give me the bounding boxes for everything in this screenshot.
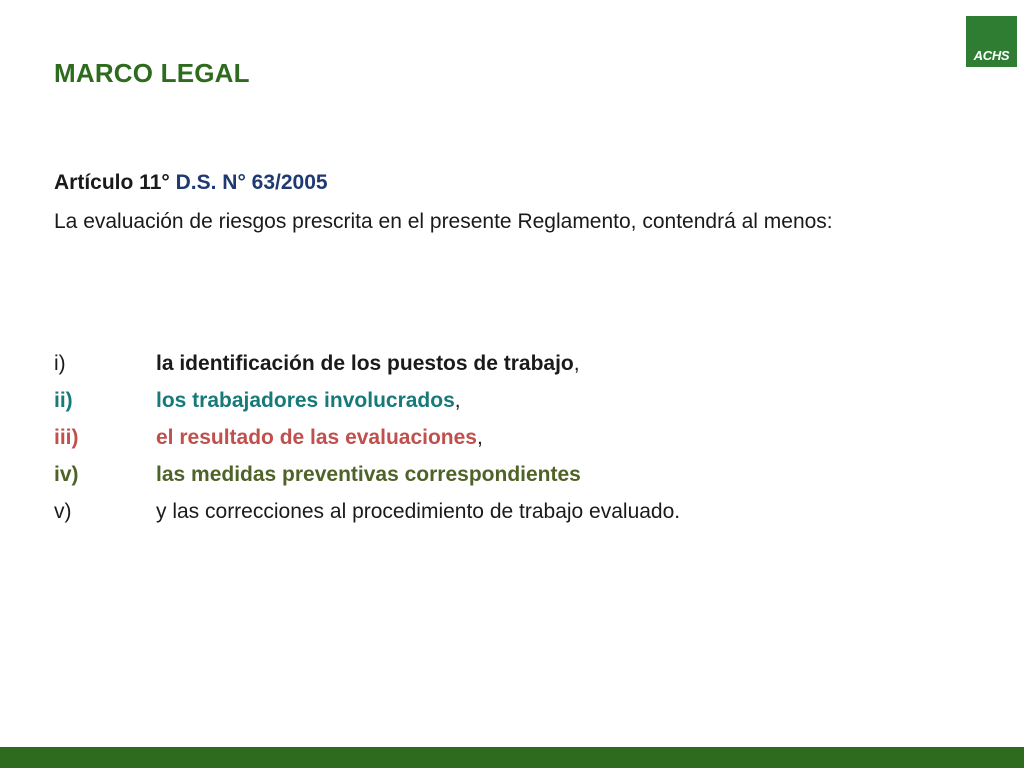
- item-marker: i): [54, 351, 66, 375]
- footer-bar: [0, 747, 1024, 768]
- item-text: la identificación de los puestos de trabajo: [156, 351, 574, 375]
- article-intro: La evaluación de riesgos prescrita en el presente Reglamento, contendrá al menos:: [54, 210, 833, 233]
- list-item-ii: [54, 382, 680, 419]
- article-reference: D.S. N° 63/2005: [175, 171, 328, 194]
- item-text: las medidas preventivas correspondientes: [156, 462, 581, 486]
- list-item-i: [54, 345, 680, 382]
- item-text: los trabajadores involucrados: [156, 388, 455, 412]
- article-heading: [54, 171, 328, 195]
- item-body: [156, 389, 461, 413]
- item-body: [156, 352, 580, 376]
- item-marker: iv): [54, 462, 79, 486]
- achs-logo: [966, 16, 1017, 67]
- item-body: [156, 500, 680, 524]
- list-item-iii: [54, 419, 680, 456]
- item-marker: ii): [54, 388, 73, 412]
- slide-title: MARCO LEGAL: [54, 58, 250, 88]
- list-item-v: [54, 493, 680, 530]
- item-body: [156, 463, 581, 487]
- item-body: [156, 426, 483, 450]
- item-suffix: ,: [454, 388, 461, 412]
- item-suffix: ,: [573, 351, 580, 375]
- logo-text: ACHS: [973, 48, 1010, 63]
- requirements-list: [54, 345, 680, 530]
- item-text: y las correcciones al procedimiento de trabajo evaluado.: [156, 499, 681, 523]
- item-marker: iii): [54, 425, 79, 449]
- item-marker: v): [54, 499, 72, 523]
- item-text: el resultado de las evaluaciones: [156, 425, 477, 449]
- list-item-iv: [54, 456, 680, 493]
- article-label: Artículo 11°: [54, 171, 176, 194]
- item-suffix: ,: [476, 425, 483, 449]
